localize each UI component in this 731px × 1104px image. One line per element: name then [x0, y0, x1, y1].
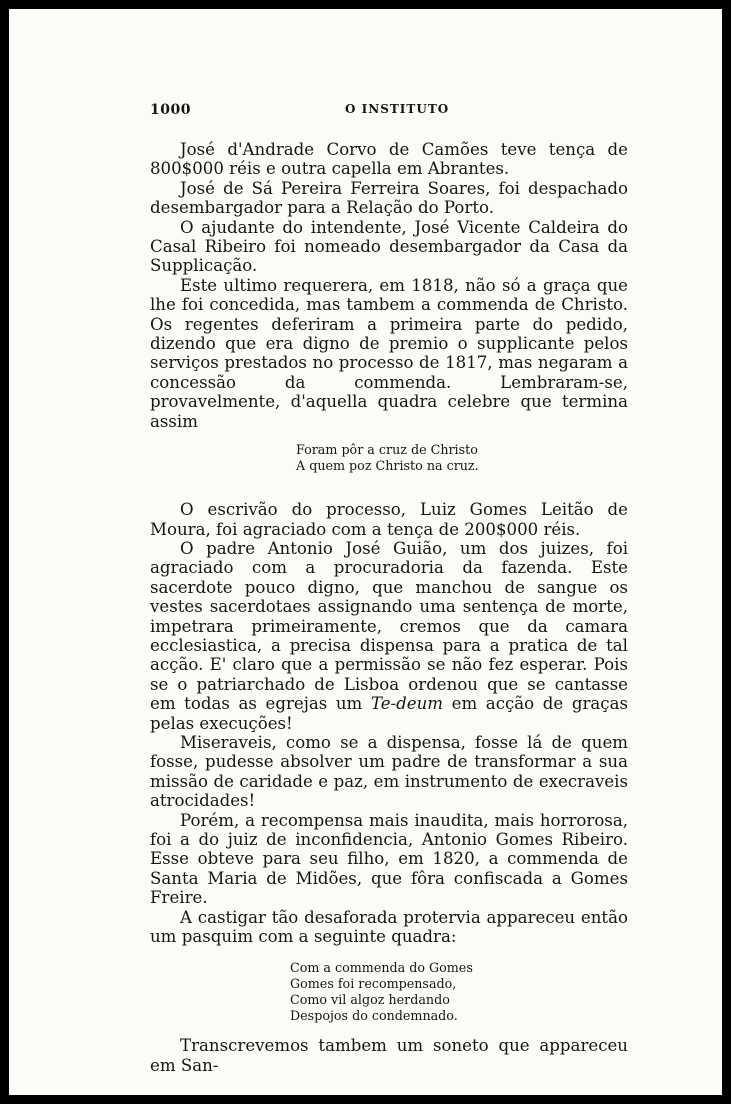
- paragraph: José de Sá Pereira Ferreira Soares, foi despachado desembargador para a Relação do Porto.: [150, 178, 628, 218]
- verse-quote-1: [150, 431, 628, 500]
- verse-quote-2: [150, 946, 628, 1024]
- verse-line: Gomes foi recompensado,: [290, 976, 457, 992]
- paragraph-text: em acção de graças pelas execuções!: [150, 694, 628, 733]
- te-deum-italic: Te-deum: [370, 694, 443, 714]
- paragraph: Este ultimo requerera, em 1818, não só a graça que lhe foi concedida, mas tambem a commenda de Christo. Os regentes deferiram a primeira parte do pedido, dizendo que era digno de premio o supplicante pelos serviços prestados no processo de 1817, mas negaram a concessão da commenda. Lembraram-se, provavelmente, d'aquella quadra celebre que termina assim: [150, 275, 628, 431]
- paragraph: José d'Andrade Corvo de Camões teve tença de 800$000 réis e outra capella em Abrantes.: [150, 140, 628, 179]
- paragraph: O escrivão do processo, Luiz Gomes Leitão de Moura, foi agraciado com a tença de 200$000 réis.: [150, 500, 628, 539]
- page-body: [150, 140, 628, 1075]
- paragraph-text: O padre Antonio José Guião, um dos juizes, foi agraciado com a procuradoria da fazenda. Este sacerdote pouco digno, que manchou de sangue os vestes sacerdotaes assignando uma sentença de morte, impetrara primeiramente, cremos que da camara ecclesiastica, a precisa dispensa para a pratica de tal acção. E' claro que a permissão se não fez esperar. Pois se o patriarchado de Lisboa ordenou que se cantasse em todas as egrejas um: [150, 538, 628, 714]
- verse-line: Como vil algoz herdando: [290, 992, 450, 1008]
- paragraph: Miseraveis, como se a dispensa, fosse lá de quem fosse, pudesse absolver um padre de transformar a sua missão de caridade e paz, em instrumento de execraveis atrocidades!: [150, 732, 628, 811]
- verse-line: Foram pôr a cruz de Christo: [296, 442, 478, 458]
- paragraph: O ajudante do intendente, José Vicente Caldeira do Casal Ribeiro foi nomeado desembargador da Casa da Supplicação.: [150, 217, 628, 276]
- verse-line: Com a commenda do Gomes: [290, 960, 473, 976]
- running-title: O INSTITUTO: [345, 102, 450, 116]
- page-header: [150, 102, 630, 124]
- paragraph: [150, 539, 628, 733]
- book-page: [9, 9, 722, 1095]
- paragraph: Porém, a recompensa mais inaudita, mais horrorosa, foi a do juiz de inconfidencia, Antonio Gomes Ribeiro. Esse obteve para seu filho, em 1820, a commenda de Santa Maria de Midões, que fôra confiscada a Gomes Freire.: [150, 810, 628, 908]
- paragraph: A castigar tão desaforada protervia appareceu então um pasquim com a seguinte quadra:: [150, 907, 628, 947]
- page-number: 1000: [150, 102, 191, 118]
- verse-line: A quem poz Christo na cruz.: [296, 458, 479, 474]
- closing-line: Transcrevemos tambem um soneto que appareceu em San-: [150, 1036, 628, 1075]
- verse-line: Despojos do condemnado.: [290, 1008, 458, 1024]
